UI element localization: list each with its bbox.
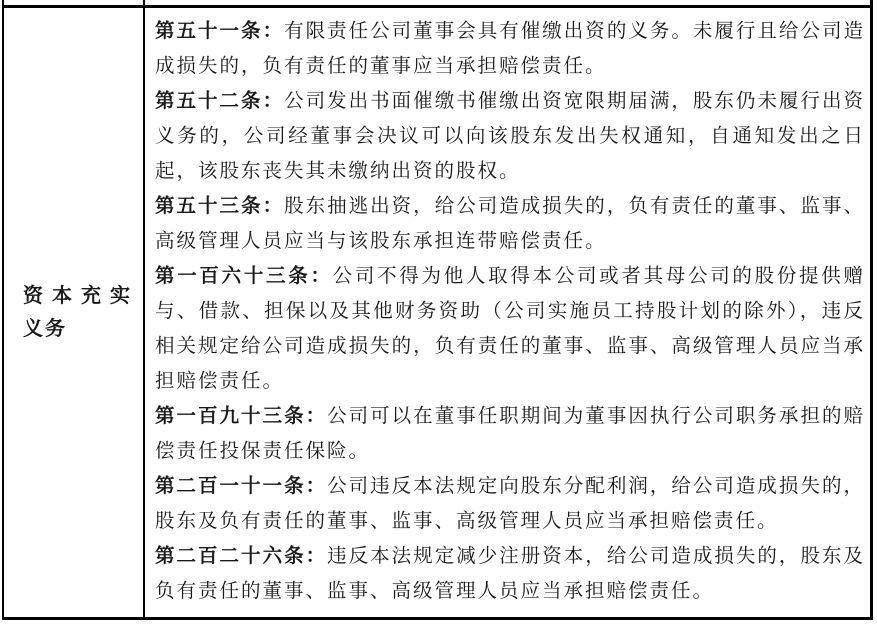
articles-cell (145, 8, 870, 617)
article-paragraph (155, 189, 865, 259)
row-header-cell (4, 8, 145, 617)
previous-row-sliver (4, 0, 870, 5)
article-text: 违反本法规定减少注册资本，给公司造成损失的，股东及负有责任的董事、监事、高级管理人员应当承担赔偿责任。 (155, 546, 865, 602)
article-text: 公司不得为他人取得本公司或者其母公司的股份提供赠与、借款、担保以及其他财务资助（公司实施员工持股计划的除外），违反相关规定给公司造成损失的，负有责任的董事、监事、高级管理人员应当承担赔偿责任。 (155, 266, 865, 392)
row-header-line1: 资本充实 (23, 284, 139, 307)
previous-row-right-cell (145, 0, 870, 5)
article-text: 公司违反本法规定向股东分配利润，给公司造成损失的，股东及负有责任的董事、监事、高级管理人员应当承担赔偿责任。 (155, 476, 865, 532)
article-number-label: 第二百二十六条： (155, 546, 328, 567)
previous-row-left-cell (4, 0, 145, 5)
article-number-label: 第五十二条： (155, 91, 285, 112)
article-paragraph (155, 399, 865, 469)
article-number-label: 第五十一条： (155, 21, 285, 42)
law-liability-table (2, 0, 873, 620)
article-paragraph (155, 469, 865, 539)
article-text: 股东抽逃出资，给公司造成损失的，负有责任的董事、监事、高级管理人员应当与该股东承担连带赔偿责任。 (155, 196, 865, 252)
article-text: 公司发出书面催缴书催缴出资宽限期届满，股东仍未履行出资义务的，公司经董事会决议可以向该股东发出失权通知，自通知发出之日起，该股东丧失其未缴纳出资的股权。 (155, 91, 865, 182)
article-paragraph (155, 14, 865, 84)
article-number-label: 第二百一十一条： (155, 476, 328, 497)
article-text: 公司可以在董事任职期间为董事因执行公司职务承担的赔偿责任投保责任保险。 (155, 406, 865, 462)
article-text: 有限责任公司董事会具有催缴出资的义务。未履行且给公司造成损失的，负有责任的董事应当承担赔偿责任。 (155, 21, 865, 77)
article-number-label: 第一百九十三条： (155, 406, 328, 427)
article-paragraph (155, 539, 865, 609)
row-header-line2: 义务 (23, 317, 67, 340)
article-number-label: 第一百六十三条： (155, 266, 333, 287)
article-number-label: 第五十三条： (155, 196, 285, 217)
article-paragraph (155, 84, 865, 189)
table-row-capital-obligation (4, 5, 870, 620)
article-paragraph (155, 259, 865, 399)
